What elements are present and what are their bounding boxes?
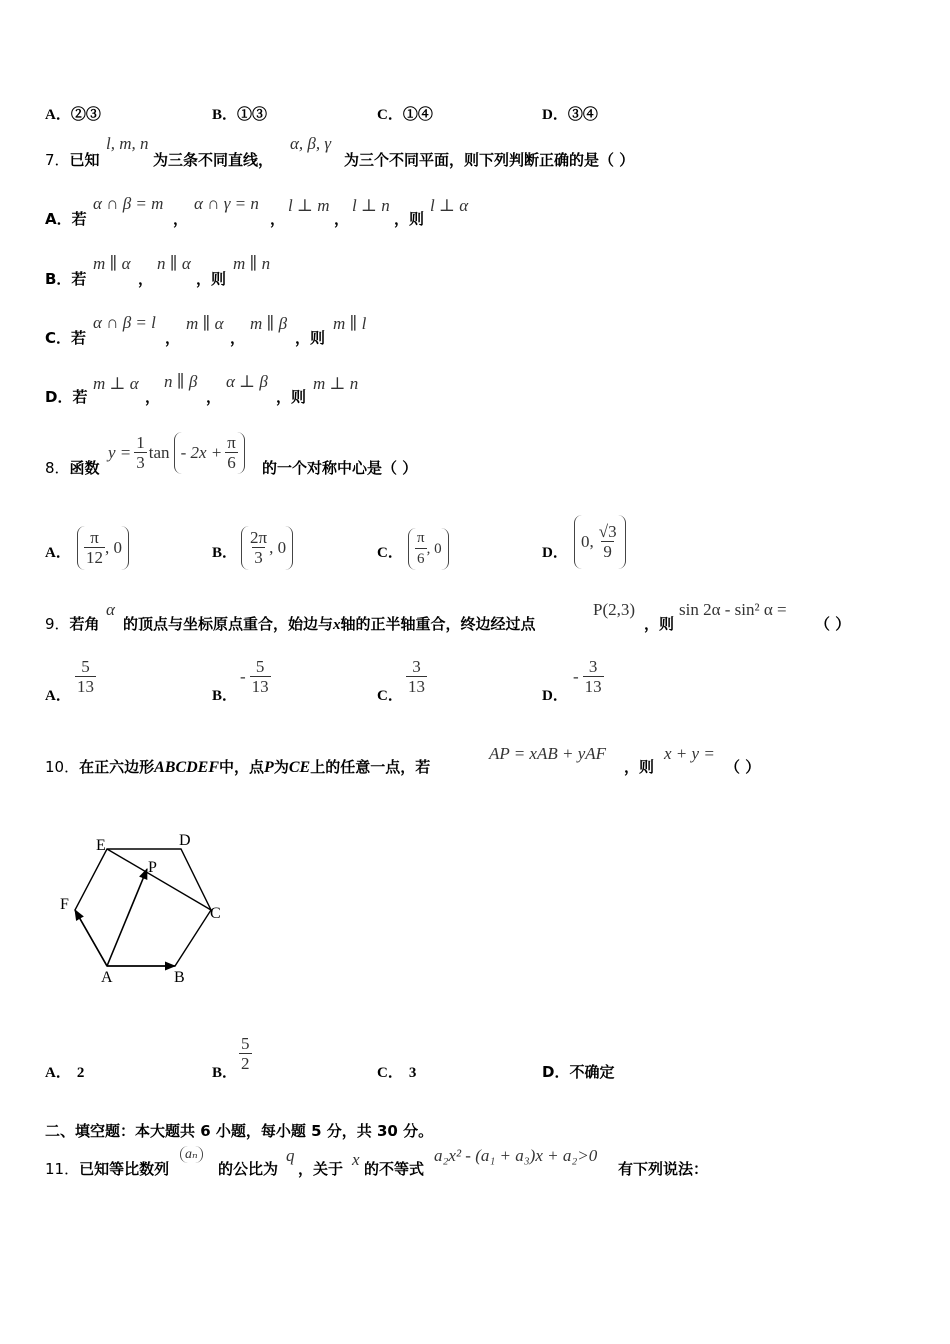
then-word: ，则 [394, 210, 425, 228]
vertex-label-e: E [96, 837, 106, 854]
then-word: ，则 [196, 270, 227, 288]
q9-stem-mid: 的顶点与坐标原点重合，始边与x轴的正半轴重合，终边经过点 [123, 615, 536, 633]
q10-option-a: A． 2 [45, 1065, 85, 1081]
q8-stem-post: 的一个对称中心是（ ） [262, 459, 418, 477]
q6-option-a: A．②③ [45, 107, 101, 123]
q8-option-d: 0, $\frac{√3}{9}$ [574, 515, 626, 569]
q7-a-cond3: l ⊥ m [288, 196, 330, 215]
q9-option-b-label: B． [212, 688, 238, 704]
q8-inner: - 2x + [180, 443, 223, 462]
q7-option-a-label: A．若 [45, 210, 87, 228]
q9-option-b: - $\frac{5}{13}$ [240, 657, 269, 696]
q11-stem: 11．已知等比数列 [45, 1160, 170, 1178]
hexagon-figure [50, 822, 240, 992]
q7-c-cond1: α ∩ β = l [93, 313, 156, 332]
q7-b-result: m ∥ n [233, 254, 271, 273]
q6-option-d: D．③④ [542, 107, 598, 123]
q9-then: ，则 [644, 615, 675, 633]
comma: ， [334, 210, 350, 228]
vertex-label-b: B [174, 969, 185, 986]
comma: ， [145, 388, 161, 406]
comma: ， [270, 210, 286, 228]
point-label-p: P [148, 859, 157, 876]
q11-sequence: aₙ [180, 1144, 203, 1163]
q8-option-b-label: B． [212, 545, 238, 561]
q7-c-cond3: m ∥ β [250, 314, 288, 333]
q8-paren [174, 432, 245, 474]
q7-vars-planes: α, β, γ [290, 134, 332, 153]
q11-stem-mid3: 的不等式 [364, 1160, 425, 1178]
q7-b-cond1: m ∥ α [93, 254, 131, 273]
q6-option-c: C．①④ [377, 107, 433, 123]
q7-stem-post: 为三个不同平面，则下列判断正确的是（ ） [344, 151, 635, 169]
q8-pi-fraction: $\frac{\pi}{6}$ [227, 433, 236, 472]
q7-option-c-label: C．若 [45, 329, 87, 347]
question-number: 9． [45, 615, 70, 633]
question-number: 8． [45, 459, 70, 477]
then-word: ，则 [276, 388, 307, 406]
question-number: 10． [45, 758, 80, 776]
q11-x: x [352, 1150, 360, 1169]
q9-option-a-label: A． [45, 688, 71, 704]
q7-d-result: m ⊥ n [313, 374, 359, 393]
q7-c-cond2: m ∥ α [186, 314, 224, 333]
q11-stem-post: 有下列说法： [618, 1160, 709, 1178]
vector-ap [107, 869, 147, 966]
question-number: 7． [45, 151, 70, 169]
vertex-label-d: D [179, 832, 191, 849]
q8-option-b: $\frac{2\pi}{3}$ , 0 [241, 526, 293, 570]
q9-option-a: $\frac{5}{13}$ [77, 657, 94, 696]
q11-stem-mid: 的公比为 [218, 1160, 279, 1178]
q10-option-b: $\frac{5}{2}$ [241, 1034, 250, 1073]
q7-d-cond3: α ⊥ β [226, 372, 268, 391]
q10-then: ，则 [624, 758, 655, 776]
q8-stem: 8．函数 [45, 459, 100, 477]
q8-function [108, 432, 245, 474]
q9-option-c-label: C． [377, 688, 403, 704]
section-heading: 二、填空题：本大题共 6 小题，每小题 5 分，共 30 分。 [45, 1122, 434, 1140]
q8-option-d-label: D． [542, 545, 568, 561]
q7-d-cond2: n ∥ β [164, 372, 198, 391]
q7-option-d-label: D．若 [45, 388, 88, 406]
q6-option-b: B．①③ [212, 107, 268, 123]
q9-option-d: - $\frac{3}{13}$ [573, 657, 602, 696]
q9-expression: sin 2α - sin² α = [679, 600, 787, 619]
q7-a-cond4: l ⊥ n [352, 196, 390, 215]
comma: ， [138, 270, 154, 288]
q8-option-c: $\frac{\pi}{6}$ , 0 [408, 528, 449, 570]
q9-point: P(2,3) [593, 600, 636, 619]
vertex-label-c: C [210, 905, 221, 922]
hexagon-outline [75, 849, 211, 966]
q10-sum-expression: x + y = [664, 744, 715, 763]
q9-option-d-label: D． [542, 688, 568, 704]
vector-af [75, 910, 107, 966]
q7-a-result: l ⊥ α [430, 196, 469, 215]
q7-vars-lines: l, m, n [106, 134, 149, 153]
comma: ， [173, 210, 189, 228]
q8-option-c-label: C． [377, 545, 403, 561]
q11-ratio: q [286, 1146, 295, 1165]
q7-c-result: m ∥ l [333, 314, 367, 333]
q8-option-a: $\frac{\pi}{12}$ , 0 [77, 526, 129, 570]
q11-stem-mid2: ，关于 [298, 1160, 344, 1178]
q7-option-b-label: B．若 [45, 270, 87, 288]
q7-a-cond2: α ∩ γ = n [194, 194, 259, 213]
q7-stem: 7．已知 [45, 151, 100, 169]
q10-option-d: D．不确定 [542, 1063, 615, 1081]
q9-option-c: $\frac{3}{13}$ [408, 657, 425, 696]
then-word: ，则 [295, 329, 326, 347]
q10-blank: （ ） [725, 758, 761, 776]
q10-option-c: C． 3 [377, 1065, 417, 1081]
q9-alpha: α [106, 600, 115, 619]
vertex-label-a: A [101, 969, 113, 986]
q11-inequality: a₂x² - (a₁ + a₃)x + a₂>0 [434, 1146, 598, 1165]
q8-tan: tan [148, 443, 170, 462]
q7-a-cond1: α ∩ β = m [93, 194, 164, 213]
q8-option-a-label: A． [45, 545, 71, 561]
question-number: 11． [45, 1160, 80, 1178]
q8-coef-fraction: $\frac{1}{3}$ [136, 433, 145, 472]
q8-y: y = [108, 443, 132, 462]
comma: ， [206, 388, 222, 406]
q10-option-b-label: B． [212, 1065, 238, 1081]
q9-blank: （ ） [815, 615, 851, 633]
q10-stem: 10．在正六边形ABCDEF中，点P为CE上的任意一点，若 [45, 758, 431, 776]
q9-stem: 9．若角 [45, 615, 100, 633]
comma: ， [165, 329, 181, 347]
q7-b-cond2: n ∥ α [157, 254, 191, 273]
q7-stem-mid: 为三条不同直线， [153, 151, 274, 169]
q7-d-cond1: m ⊥ α [93, 374, 139, 393]
q10-vector-expression: AP = xAB + yAF [489, 744, 607, 763]
comma: ， [230, 329, 246, 347]
vertex-label-f: F [60, 896, 69, 913]
